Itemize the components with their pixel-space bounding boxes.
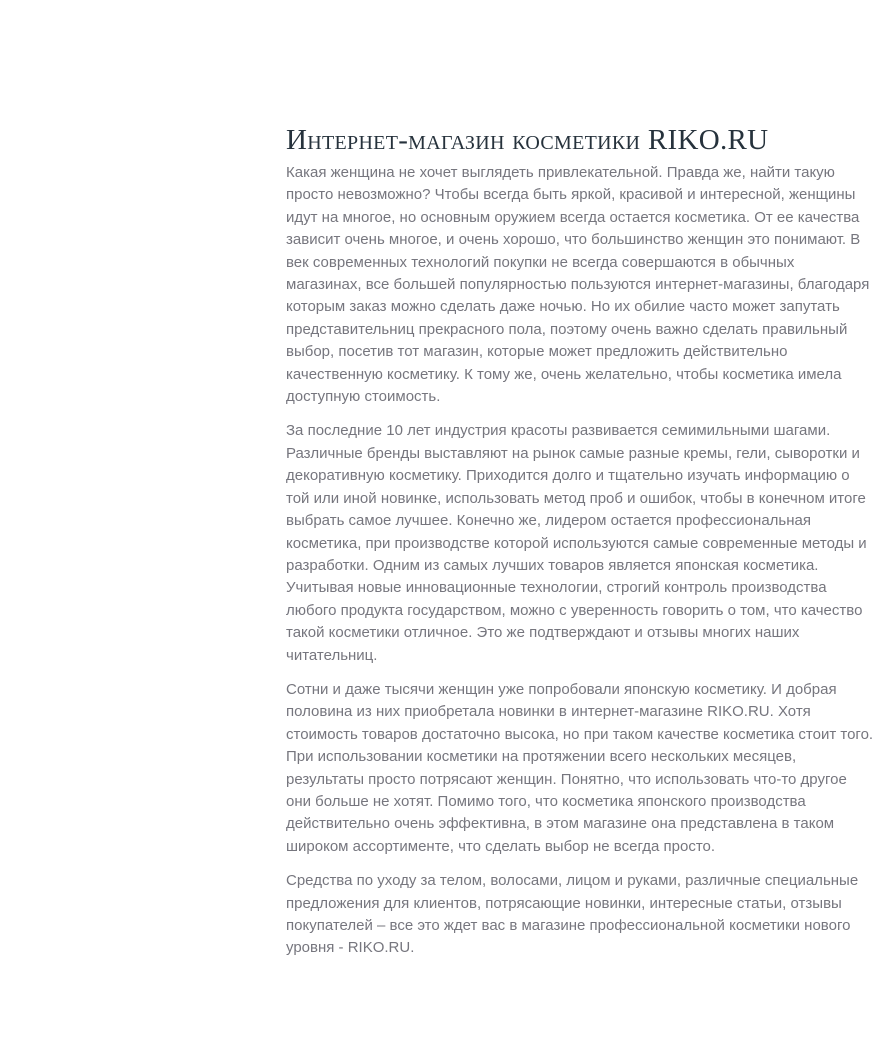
text-line: просто невозможно? Чтобы всегда быть яркой, красивой и интересной, женщины [286,186,856,204]
text-line: зависит очень многое, и очень хорошо, что большинство женщин это понимают. В [286,231,861,249]
text-line: Средства по уходу за телом, волосами, лицом и руками, различные специальные [286,872,859,890]
paragraph-2 [286,420,867,666]
text-line: действительно очень эффективна, в этом магазине она представлена в таком [286,815,835,833]
text-line: выбор, посетив тот магазин, которые может предложить действительно [286,343,788,361]
paragraph-4 [286,870,859,960]
text-line: половина из них приобретала новинки в интернет-магазине RIKO.RU. Хотя [286,703,811,721]
paragraph-1 [286,162,870,408]
text-line: такой косметики отличное. Это же подтверждают и отзывы многих наших [286,624,800,642]
article-body [286,162,874,960]
text-line: они больше не хотят. Помимо того, что косметика японского производства [286,792,806,810]
text-line: доступную стоимость. [286,388,441,406]
text-line: покупателей – все это ждет вас в магазине профессиональной косметики нового [286,917,851,934]
text-line: представительниц прекрасного пола, поэтому очень важно сделать правильный [286,320,848,338]
text-line: За последние 10 лет индустрия красоты развивается семимильными шагами. [286,422,831,440]
text-line: широком ассортименте, что сделать выбор не всегда просто. [286,837,716,855]
text-line: стоимость товаров достаточно высока, но при таком качестве косметика стоит того. [286,725,874,743]
text-line: любого продукта государством, можно с уверенность говорить о том, что качество [286,601,863,619]
text-line: Различные бренды выставляют на рынок самые разные кремы, гели, сыворотки и [286,444,860,462]
text-line: век современных технологий покупки не всегда совершаются в обычных [286,253,795,271]
text-line: читательниц. [286,646,378,664]
text-line: Сотни и даже тысячи женщин уже попробовали японскую косметику. И добрая [286,680,837,698]
text-line: При использовании косметики на протяжении всего нескольких месяцев, [286,748,797,766]
text-line: магазинах, все большей популярностью пользуются интернет-магазины, благодаря [286,276,870,294]
page-title: Интернет-магазин косметики RIKO.RU [286,124,769,156]
text-line: выбрать самое лучшее. Конечно же, лидером остается профессиональная [286,512,811,530]
text-line: предложения для клиентов, потрясающие новинки, интересные статьи, отзывы [286,894,842,912]
text-line: декоративную косметику. Приходится долго и тщательно изучать информацию о [286,467,850,485]
text-line: которым заказ можно сделать даже ночью. Но их обилие часто может запутать [286,298,840,316]
text-line: Учитывая новые инновационные технологии, строгий контроль производства [286,579,827,597]
paragraph-3 [286,679,874,858]
text-line: Какая женщина не хочет выглядеть привлекательной. Правда же, найти такую [286,164,835,181]
text-line: косметика, при производстве которой используются самые современные методы и [286,534,867,552]
text-line: идут на многое, но основным оружием всегда остается косметика. От ее качества [286,208,860,226]
article [286,124,874,972]
text-line: разработки. Одним из самых лучших товаров является японская косметика. [286,556,819,574]
text-line: той или иной новинке, использовать метод проб и ошибок, чтобы в конечном итоге [286,489,866,507]
text-line: качественную косметику. К тому же, очень желательно, чтобы косметика имела [286,365,842,383]
text-line: результаты просто потрясают женщин. Понятно, что использовать что-то другое [286,770,847,788]
text-line: уровня - RIKO.RU. [286,939,415,957]
